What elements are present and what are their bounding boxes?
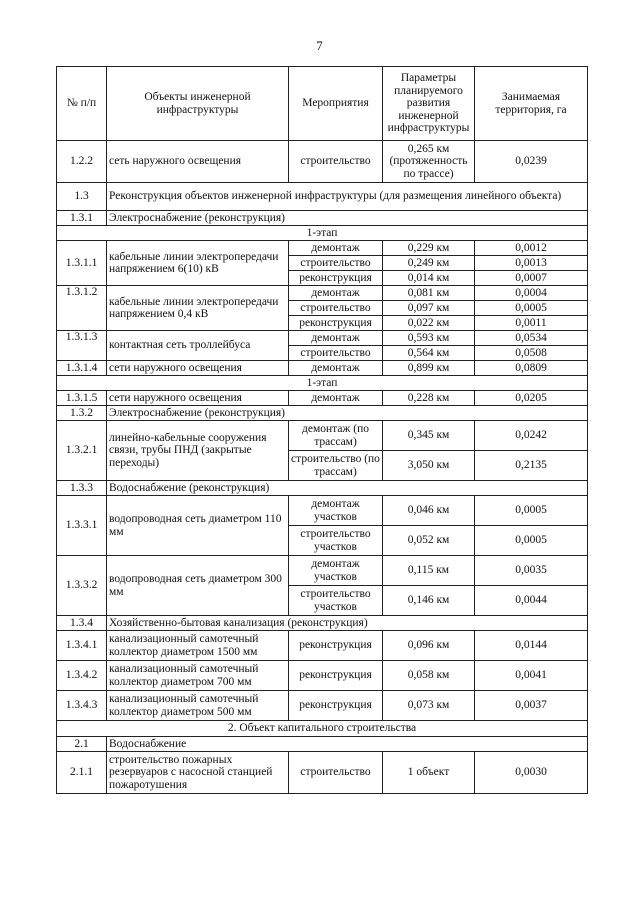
row-param: 0,345 км <box>383 421 475 451</box>
row-param: 1 объект <box>383 752 475 794</box>
row-object: линейно-кабельные сооружения связи, трубы ПНД (закрытые переходы) <box>107 421 289 481</box>
row-measure: строительство <box>289 141 383 183</box>
row-measure: реконструкция <box>289 631 383 661</box>
row-param: 0,073 км <box>383 691 475 721</box>
section-title: Водоснабжение (реконструкция) <box>107 481 588 496</box>
row-object: водопроводная сеть диаметром 300 мм <box>107 556 289 616</box>
section-num: 2.1 <box>57 737 107 752</box>
row-measure: демонтаж <box>289 361 383 376</box>
row-area: 0,0037 <box>475 691 588 721</box>
row-area: 0,2135 <box>475 451 588 481</box>
header-territory: Занимаемая территория, га <box>475 67 588 141</box>
section-row <box>57 183 588 211</box>
row-num: 1.3.3.2 <box>57 556 107 616</box>
row-num: 1.3.4.3 <box>57 691 107 721</box>
row-param: 0,052 км <box>383 526 475 556</box>
header-num: № п/п <box>57 67 107 141</box>
row-measure: демонтаж участков <box>289 556 383 586</box>
row-area: 0,0030 <box>475 752 588 794</box>
row-area: 0,0144 <box>475 631 588 661</box>
row-param: 0,097 км <box>383 301 475 316</box>
row-object: канализационный самотечный коллектор диаметром 500 мм <box>107 691 289 721</box>
section-num: 1.3.3 <box>57 481 107 496</box>
table-header-row <box>57 67 588 141</box>
row-area: 0,0534 <box>475 331 588 346</box>
row-object: строительство пожарных резервуаров с насосной станцией пожаротушения <box>107 752 289 794</box>
row-measure: реконструкция <box>289 691 383 721</box>
row-area: 0,0041 <box>475 661 588 691</box>
stage-row <box>57 376 588 391</box>
stage-label: 1-этап <box>57 376 588 391</box>
section-num: 1.3 <box>57 183 107 211</box>
table-row <box>57 496 588 526</box>
table-row <box>57 421 588 451</box>
row-param: 0,249 км <box>383 256 475 271</box>
section-num: 1.3.1 <box>57 211 107 226</box>
row-area: 0,0005 <box>475 526 588 556</box>
row-param: 0,115 км <box>383 556 475 586</box>
stage-label: 1-этап <box>57 226 588 241</box>
header-params: Параметры планируемого развития инженерной инфраструктуры <box>383 67 475 141</box>
row-num: 1.3.4.1 <box>57 631 107 661</box>
row-area: 0,0035 <box>475 556 588 586</box>
row-num: 1.3.1.5 <box>57 391 107 406</box>
table-row <box>57 661 588 691</box>
row-num: 1.3.1.4 <box>57 361 107 376</box>
table-row <box>57 631 588 661</box>
row-measure: строительство (по трассам) <box>289 451 383 481</box>
row-area: 0,0004 <box>475 286 588 301</box>
section-title: Хозяйственно-бытовая канализация (реконструкция) <box>107 616 588 631</box>
table-row <box>57 691 588 721</box>
row-area: 0,0007 <box>475 271 588 286</box>
table-row <box>57 752 588 794</box>
table-row <box>57 141 588 183</box>
row-area: 0,0012 <box>475 241 588 256</box>
row-num: 1.2.2 <box>57 141 107 183</box>
row-num: 1.3.1.2 <box>57 286 107 331</box>
row-measure: строительство <box>289 256 383 271</box>
row-object: сети наружного освещения <box>107 361 289 376</box>
row-object: канализационный самотечный коллектор диаметром 700 мм <box>107 661 289 691</box>
row-num: 1.3.1.1 <box>57 241 107 286</box>
row-area: 0,0005 <box>475 301 588 316</box>
section-num: 1.3.2 <box>57 406 107 421</box>
row-object: канализационный самотечный коллектор диаметром 1500 мм <box>107 631 289 661</box>
section-row <box>57 737 588 752</box>
header-objects: Объекты инженерной инфраструктуры <box>107 67 289 141</box>
row-object: контактная сеть троллейбуса <box>107 331 289 361</box>
section-header-row <box>57 721 588 737</box>
row-measure: демонтаж участков <box>289 496 383 526</box>
row-measure: реконструкция <box>289 316 383 331</box>
section-title: Реконструкция объектов инженерной инфраструктуры (для размещения линейного объекта) <box>107 183 588 211</box>
row-measure: строительство участков <box>289 526 383 556</box>
table-row <box>57 331 588 346</box>
row-area: 0,0005 <box>475 496 588 526</box>
row-num: 2.1.1 <box>57 752 107 794</box>
table-row <box>57 556 588 586</box>
row-area: 0,0242 <box>475 421 588 451</box>
row-measure: демонтаж <box>289 241 383 256</box>
row-measure: демонтаж <box>289 286 383 301</box>
row-param: 0,046 км <box>383 496 475 526</box>
table-row <box>57 361 588 376</box>
infrastructure-table <box>56 66 588 794</box>
section-title: Электроснабжение (реконструкция) <box>107 211 588 226</box>
section-title: Водоснабжение <box>107 737 588 752</box>
row-object: сети наружного освещения <box>107 391 289 406</box>
row-area: 0,0809 <box>475 361 588 376</box>
row-param: 0,058 км <box>383 661 475 691</box>
row-object: кабельные линии электропередачи напряжением 0,4 кВ <box>107 286 289 331</box>
row-object: водопроводная сеть диаметром 110 мм <box>107 496 289 556</box>
row-area: 0,0044 <box>475 586 588 616</box>
row-num: 1.3.1.3 <box>57 331 107 361</box>
section-row <box>57 211 588 226</box>
row-num: 1.3.2.1 <box>57 421 107 481</box>
row-measure: демонтаж (по трассам) <box>289 421 383 451</box>
row-param: 0,228 км <box>383 391 475 406</box>
row-param: 0,014 км <box>383 271 475 286</box>
row-measure: реконструкция <box>289 661 383 691</box>
section-row <box>57 616 588 631</box>
row-measure: строительство <box>289 301 383 316</box>
page-number: 7 <box>316 38 323 53</box>
section-row <box>57 406 588 421</box>
section-title: Электроснабжение (реконструкция) <box>107 406 588 421</box>
section-num: 1.3.4 <box>57 616 107 631</box>
header-measures: Мероприятия <box>289 67 383 141</box>
row-param: 0,096 км <box>383 631 475 661</box>
row-param: 0,564 км <box>383 346 475 361</box>
row-measure: демонтаж <box>289 331 383 346</box>
section-2-title: 2. Объект капитального строительства <box>57 721 588 737</box>
row-param: 0,146 км <box>383 586 475 616</box>
row-param: 0,081 км <box>383 286 475 301</box>
row-param: 0,899 км <box>383 361 475 376</box>
row-area: 0,0239 <box>475 141 588 183</box>
row-measure: строительство участков <box>289 586 383 616</box>
row-param: 0,265 км (протяженность по трассе) <box>383 141 475 183</box>
row-area: 0,0508 <box>475 346 588 361</box>
row-area: 0,0205 <box>475 391 588 406</box>
row-area: 0,0013 <box>475 256 588 271</box>
row-param: 3,050 км <box>383 451 475 481</box>
stage-row <box>57 226 588 241</box>
row-area: 0,0011 <box>475 316 588 331</box>
row-param: 0,022 км <box>383 316 475 331</box>
table-row <box>57 286 588 301</box>
section-row <box>57 481 588 496</box>
row-object: кабельные линии электропередачи напряжением 6(10) кВ <box>107 241 289 286</box>
row-num: 1.3.4.2 <box>57 661 107 691</box>
row-measure: строительство <box>289 346 383 361</box>
table-row <box>57 241 588 256</box>
row-measure: демонтаж <box>289 391 383 406</box>
row-param: 0,593 км <box>383 331 475 346</box>
row-object: сеть наружного освещения <box>107 141 289 183</box>
row-num: 1.3.3.1 <box>57 496 107 556</box>
row-measure: строительство <box>289 752 383 794</box>
row-measure: реконструкция <box>289 271 383 286</box>
table-row <box>57 391 588 406</box>
row-param: 0,229 км <box>383 241 475 256</box>
